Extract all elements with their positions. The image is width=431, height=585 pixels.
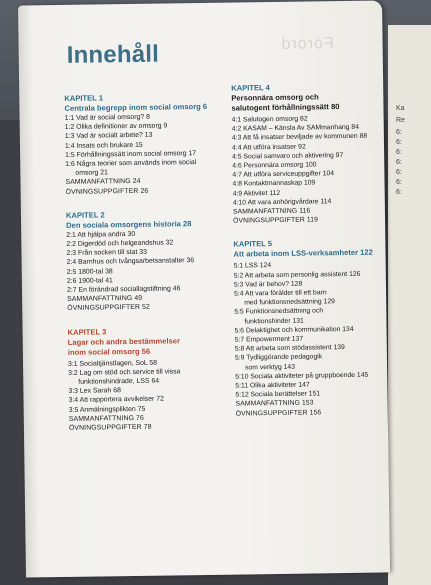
fragment-text: Ka bbox=[396, 105, 405, 112]
toc-entry: 4:5 Social samvaro och aktivering 97 bbox=[232, 151, 344, 161]
chapter-title: Personnära omsorg och bbox=[231, 92, 319, 103]
toc-entry: SAMMANFATTNING 24 bbox=[65, 178, 141, 187]
toc-entry: ÖVNINGSUPPGIFTER 119 bbox=[233, 216, 319, 225]
chapter-label: KAPITEL 1 bbox=[64, 93, 104, 103]
toc-entry: 1:2 Olika definitioner av omsorg 9 bbox=[64, 122, 168, 132]
toc-entry: funktionshinder 131 bbox=[244, 317, 304, 326]
toc-entry: 4:4 Att utföra insatser 92 bbox=[231, 143, 306, 152]
toc-entry: 5:7 Empowerment 137 bbox=[234, 335, 304, 344]
toc-entry: 5:10 Sociala aktiviteter på gruppboende 145 bbox=[235, 371, 369, 381]
fragment-text: 6: bbox=[396, 169, 402, 176]
toc-entry: 3:1 Socialtjänstlagen, SoL 58 bbox=[67, 359, 158, 368]
toc-entry: 4:3 Att få insatser beviljade av kommunen 88 bbox=[231, 133, 368, 143]
toc-entry: 1:3 Vad är socialt arbete? 13 bbox=[64, 132, 153, 141]
toc-entry: som verktyg 143 bbox=[245, 363, 296, 372]
toc-entry: 5:2 Att arbeta som personlig assistent 126 bbox=[233, 270, 361, 280]
adjacent-book-page bbox=[388, 25, 431, 585]
chapter-label: KAPITEL 5 bbox=[233, 239, 273, 250]
toc-entry: SAMMANFATTNING 116 bbox=[232, 207, 311, 216]
page-title: Innehåll bbox=[66, 40, 160, 69]
toc-entry: 4:1 Salutogen omsorg 82 bbox=[231, 115, 308, 124]
toc-entry: 2:6 1900-tal 41 bbox=[66, 277, 113, 285]
toc-entry: 4:10 Att vara anhörigvårdare 114 bbox=[232, 198, 332, 207]
toc-entry: funktionshindrade, LSS 64 bbox=[78, 377, 160, 386]
toc-entry: 4:2 KASAM – Känsla Av SAMmanhang 84 bbox=[231, 124, 360, 133]
show-through-text: Förord bbox=[280, 35, 334, 53]
toc-entry: 2:2 Digerdöd och helgeandshus 32 bbox=[66, 239, 174, 248]
chapter-title: Den sociala omsorgens historia 28 bbox=[66, 218, 192, 230]
toc-entry: 1:6 Några teorier som används inom social bbox=[65, 159, 197, 168]
fragment-text: 6: bbox=[396, 149, 402, 156]
toc-entry: 5:3 Vad är behov? 128 bbox=[233, 280, 303, 289]
toc-entry: 5:12 Sociala berättelser 151 bbox=[235, 390, 321, 399]
toc-right-column bbox=[231, 82, 386, 419]
toc-entry: 5:4 Att vara förälder till ett barn bbox=[234, 289, 327, 298]
chapter-label: KAPITEL 4 bbox=[231, 83, 270, 93]
toc-entry: 3:2 Lag om stöd och service till vissa bbox=[68, 368, 181, 377]
fragment-text: 6: bbox=[396, 189, 402, 196]
fragment-text: 6: bbox=[396, 159, 402, 166]
fragment-text: 6: bbox=[396, 129, 402, 136]
chapter-title: Centrala begrepp inom social omsorg 6 bbox=[64, 101, 208, 113]
toc-entry: ÖVNINGSUPPGIFTER 156 bbox=[235, 409, 322, 418]
toc-entry: 2:5 1800-tal 38 bbox=[66, 267, 113, 276]
toc-entry: ÖVNINGSUPPGIFTER 52 bbox=[67, 304, 151, 313]
toc-entry: 1:4 Insats och brukare 15 bbox=[64, 141, 143, 150]
toc-entry: 4:6 Personnära omsorg 100 bbox=[232, 161, 317, 170]
toc-entry: 3:5 Anmälningsplikten 75 bbox=[68, 405, 146, 414]
toc-entry: 5:5 Funktionsnedsättning och bbox=[234, 307, 324, 317]
toc-entry: 5:6 Delaktighet och kommunikation 134 bbox=[234, 325, 354, 335]
toc-entry: SAMMANFATTNING 153 bbox=[235, 399, 314, 409]
chapter-label: KAPITEL 2 bbox=[65, 210, 105, 220]
toc-entry: 5:11 Olika aktiviteter 147 bbox=[235, 381, 310, 390]
chapter-label: KAPITEL 3 bbox=[67, 327, 107, 337]
toc-entry: 1:1 Vad är social omsorg? 8 bbox=[64, 113, 150, 122]
fragment-text: Re bbox=[396, 117, 405, 124]
toc-entry: 5:9 Tydliggörande pedagogik bbox=[234, 353, 323, 363]
toc-entry: SAMMANFATTNING 49 bbox=[67, 295, 143, 304]
toc-entry: 4:7 Att utföra serviceuppgifter 104 bbox=[232, 170, 335, 179]
toc-entry: ÖVNINGSUPPGIFTER 26 bbox=[65, 187, 149, 196]
fragment-text: 6: bbox=[396, 139, 402, 146]
toc-entry: SAMMANFATTNING 76 bbox=[68, 414, 144, 423]
toc-entry: med funktionsnedsättning 129 bbox=[244, 298, 335, 307]
chapter-title: Lagar och andra bestämmelser bbox=[67, 335, 181, 347]
toc-entry: ÖVNINGSUPPGIFTER 78 bbox=[68, 423, 152, 432]
toc-entry: 5:8 Att arbeta som stödassistent 139 bbox=[234, 344, 345, 353]
chapter-title-line2: inom social omsorg 56 bbox=[67, 346, 151, 357]
book-page bbox=[18, 0, 390, 577]
toc-entry: 4:8 Kontaktmannaskap 109 bbox=[232, 179, 316, 189]
toc-entry: omsorg 21 bbox=[75, 169, 108, 178]
toc-entry: 1:5 Förhållningssätt inom social omsorg 17 bbox=[65, 149, 197, 159]
chapter-title: Att arbeta inom LSS-verksamheter 122 bbox=[233, 248, 373, 260]
toc-entry: 2:1 Att hjälpa andra 30 bbox=[66, 230, 136, 239]
toc-entry: 3:4 Att rapportera avvikelser 72 bbox=[68, 396, 164, 405]
toc-left-column bbox=[64, 92, 239, 434]
toc-entry: 4:9 Aktivitet 112 bbox=[232, 189, 281, 198]
fragment-text: 6: bbox=[396, 179, 402, 186]
toc-entry: 3:3 Lex Sarah 68 bbox=[68, 387, 121, 396]
toc-entry: 2:4 Barnhus och tvångsarbetsanstalter 36 bbox=[66, 257, 195, 267]
toc-entry: 2:3 Från socken till stat 33 bbox=[66, 249, 147, 258]
toc-entry: 5:1 LSS 124 bbox=[233, 262, 272, 271]
chapter-title-line2: salutogent förhållningssätt 80 bbox=[231, 102, 340, 113]
toc-entry: 2:7 En förändrad sociallagstiftning 46 bbox=[66, 285, 181, 294]
